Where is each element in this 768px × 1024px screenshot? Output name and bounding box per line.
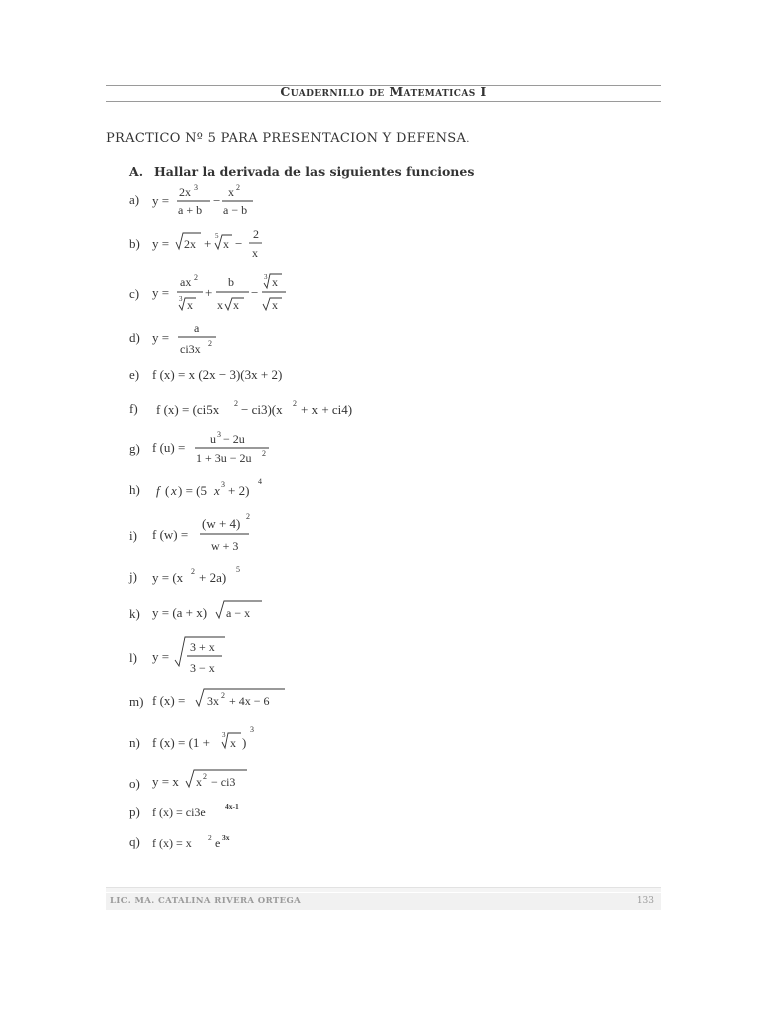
svg-text:(w + 4): (w + 4) [202, 516, 241, 531]
svg-text:x: x [196, 775, 202, 789]
practice-title-text: PRACTICO Nº 5 PARA PRESENTACION Y DEFENSA [106, 131, 467, 146]
svg-text:a + b: a + b [178, 203, 203, 217]
svg-text:x: x [217, 298, 223, 312]
exercise-label: q) [129, 834, 140, 849]
svg-text:y = (a + x): y = (a + x) [152, 605, 208, 620]
svg-text:e: e [215, 836, 221, 850]
exercise-formula [152, 271, 302, 315]
exercise-label: e) [129, 367, 140, 382]
svg-text:y = (x: y = (x [152, 570, 184, 585]
exercise-label: b) [129, 236, 140, 251]
svg-text:y =: y = [152, 330, 170, 345]
svg-text:f (x) = ci3e: f (x) = ci3e [152, 805, 206, 819]
svg-text:f (u) =: f (u) = [152, 440, 186, 455]
exercise-label: k) [129, 606, 140, 621]
svg-text:x: x [252, 246, 258, 260]
exercise-formula [152, 800, 272, 822]
exercise-label: d) [129, 330, 140, 345]
exercise-formula [152, 476, 282, 504]
svg-text:4x-1: 4x-1 [225, 802, 239, 811]
svg-text:+: + [204, 236, 212, 251]
svg-text:2: 2 [234, 399, 238, 408]
svg-text:−: − [251, 285, 259, 300]
exercise-formula [152, 598, 282, 626]
svg-text:4: 4 [258, 477, 262, 486]
svg-text:− 2u: − 2u [223, 432, 245, 446]
svg-text:3x: 3x [207, 694, 219, 708]
exercise-formula [152, 183, 292, 219]
svg-text:w + 3: w + 3 [211, 539, 239, 553]
svg-text:1 + 3u − 2u: 1 + 3u − 2u [196, 451, 252, 465]
svg-text:f (x) = (1 +: f (x) = (1 + [152, 735, 210, 750]
svg-text:− ci3)(x: − ci3)(x [241, 402, 283, 417]
exercise-label: n) [129, 735, 140, 750]
exercise-formula [152, 563, 272, 591]
svg-text:+ 2a): + 2a) [199, 570, 227, 585]
svg-text:a − b: a − b [223, 203, 248, 217]
svg-text:+ 2): + 2) [228, 483, 250, 498]
svg-text:y =: y = [152, 285, 170, 300]
svg-text:x: x [272, 275, 278, 289]
svg-text:a − x: a − x [226, 606, 251, 620]
svg-text:ci3x: ci3x [180, 342, 201, 356]
svg-text:x: x [233, 298, 239, 312]
svg-text:3: 3 [194, 183, 198, 192]
svg-text:f (x) = x: f (x) = x [152, 836, 192, 850]
svg-text:− ci3: − ci3 [211, 775, 236, 789]
svg-text:3: 3 [179, 295, 183, 303]
header-rule-bottom [106, 101, 661, 102]
svg-text:3 − x: 3 − x [190, 661, 215, 675]
svg-text:a: a [194, 321, 200, 335]
svg-text:2: 2 [293, 399, 297, 408]
svg-text:3: 3 [222, 731, 226, 739]
svg-text:f (x) =: f (x) = [152, 693, 186, 708]
svg-text:x: x [223, 237, 229, 251]
exercise-formula [152, 227, 292, 265]
svg-text:5: 5 [236, 565, 240, 574]
svg-text:y = x: y = x [152, 774, 179, 789]
exercise-formula [152, 321, 272, 359]
svg-text:) = (5: ) = (5 [178, 483, 207, 498]
svg-text:ax: ax [180, 275, 192, 289]
exercise-formula [152, 511, 272, 555]
exercise-label: j) [129, 569, 137, 584]
exercise-formula [152, 831, 262, 853]
svg-text:+ x + ci4): + x + ci4) [301, 402, 353, 417]
svg-text:x: x [228, 185, 234, 199]
exercise-formula [152, 686, 302, 714]
practice-title-end: . [466, 134, 470, 145]
exercise-formula [152, 363, 322, 387]
svg-text:2x: 2x [179, 185, 191, 199]
exercise-formula [152, 724, 272, 758]
svg-text:x: x [187, 298, 193, 312]
practice-title [106, 131, 470, 146]
svg-text:2: 2 [208, 833, 212, 842]
exercise-formula [152, 767, 262, 795]
svg-text:−: − [235, 236, 243, 251]
svg-text:5: 5 [215, 232, 219, 240]
exercise-label: o) [129, 776, 140, 791]
svg-text:y =: y = [152, 236, 170, 251]
svg-text:f (w) =: f (w) = [152, 527, 189, 542]
svg-text:3: 3 [221, 480, 225, 489]
section-letter: A. [129, 164, 144, 179]
svg-text:2: 2 [262, 449, 266, 458]
exercise-label: l) [129, 650, 137, 665]
exercise-formula [152, 430, 282, 468]
svg-text:y =: y = [152, 649, 170, 664]
svg-text:): ) [242, 735, 247, 750]
header-title: Cuadernillo de Matematicas I [280, 84, 487, 99]
svg-text:(: ( [165, 483, 170, 498]
svg-text:b: b [228, 275, 234, 289]
section-title: Hallar la derivada de las siguientes funciones [154, 164, 475, 179]
svg-text:+ 4x − 6: + 4x − 6 [229, 694, 270, 708]
svg-text:3: 3 [217, 430, 221, 439]
svg-text:f (x) = (ci5x: f (x) = (ci5x [156, 402, 220, 417]
exercise-label: f) [129, 401, 138, 416]
svg-text:3: 3 [250, 725, 254, 734]
svg-text:2: 2 [253, 227, 259, 241]
svg-text:−: − [213, 193, 221, 208]
exercise-label: h) [129, 482, 140, 497]
svg-text:x: x [214, 483, 220, 498]
svg-text:2: 2 [236, 183, 240, 192]
svg-text:3 + x: 3 + x [190, 640, 215, 654]
svg-text:2: 2 [191, 567, 195, 576]
svg-text:2: 2 [194, 273, 198, 282]
svg-text:2x: 2x [184, 237, 196, 251]
exercise-label: a) [129, 192, 140, 207]
svg-text:2: 2 [246, 512, 250, 521]
svg-text:+: + [205, 285, 213, 300]
svg-text:f: f [156, 483, 160, 498]
exercise-formula [152, 395, 372, 423]
exercise-label: m) [129, 694, 144, 709]
svg-text:2: 2 [203, 772, 207, 781]
svg-text:2: 2 [208, 339, 212, 348]
svg-text:u: u [210, 432, 216, 446]
exercise-label: c) [129, 286, 140, 301]
svg-text:2: 2 [221, 691, 225, 700]
page-number: 133 [636, 896, 654, 906]
footer-author: LIC. MA. CATALINA RIVERA ORTEGA [110, 896, 302, 906]
section-heading [129, 164, 474, 179]
exercise-label: p) [129, 804, 140, 819]
svg-text:3x: 3x [222, 833, 230, 842]
svg-text:3: 3 [264, 273, 268, 281]
svg-text:y =: y = [152, 193, 170, 208]
exercise-label: i) [129, 528, 137, 543]
exercise-formula [152, 634, 242, 680]
svg-text:x: x [171, 483, 177, 498]
svg-text:x: x [272, 298, 278, 312]
exercise-label: g) [129, 441, 140, 456]
svg-text:x: x [230, 736, 236, 750]
svg-text:f (x) = x (2x − 3)(3x + 2): f (x) = x (2x − 3)(3x + 2) [152, 367, 283, 382]
